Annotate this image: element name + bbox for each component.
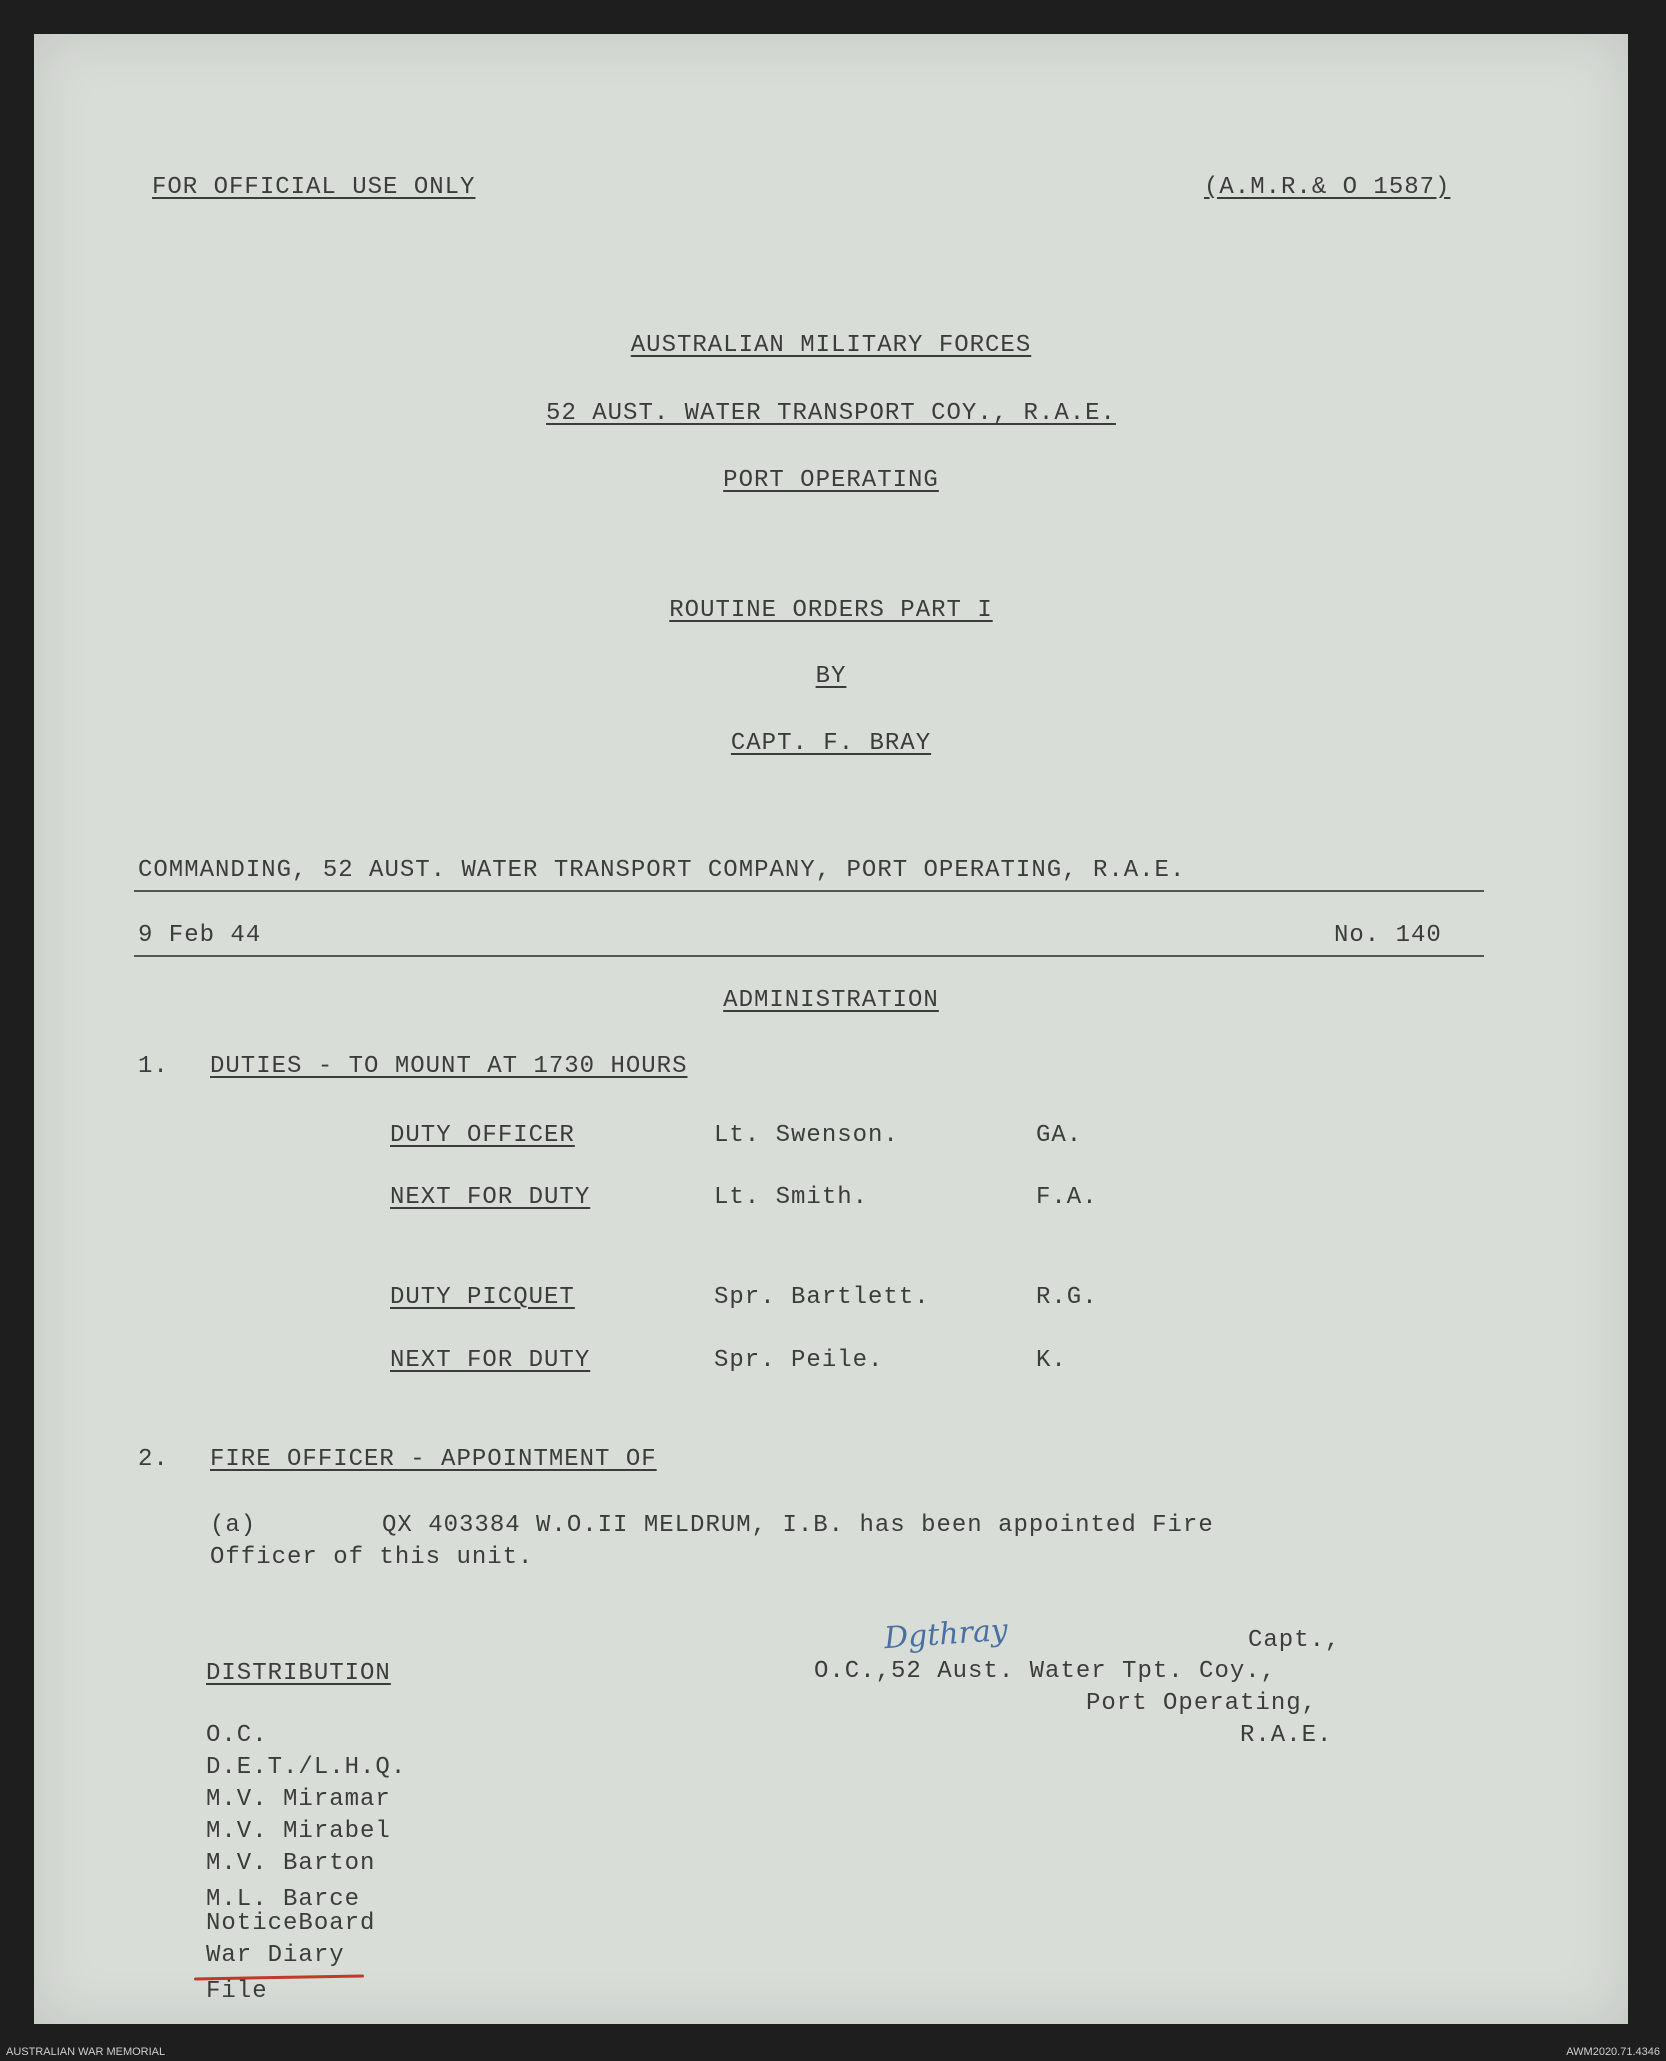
title-commander: CAPT. F. BRAY bbox=[730, 730, 932, 757]
commanding-line: COMMANDING, 52 AUST. WATER TRANSPORT COMPANY, PORT OPERATING, R.A.E. bbox=[138, 857, 1186, 884]
section-heading: ADMINISTRATION bbox=[723, 987, 939, 1014]
title-unit: 52 AUST. WATER TRANSPORT COY., R.A.E. bbox=[546, 400, 1116, 427]
duty-name: Spr. Peile. bbox=[714, 1347, 884, 1374]
order-number: No. 140 bbox=[1334, 922, 1442, 949]
signature: Dgthray bbox=[882, 1612, 1009, 1657]
item1-number: 1. bbox=[138, 1053, 169, 1080]
document-page bbox=[34, 34, 1628, 2024]
distribution-item: M.V. Barton bbox=[206, 1850, 376, 1877]
distribution-item: M.L. Barce bbox=[206, 1886, 361, 1913]
item2-number: 2. bbox=[138, 1446, 169, 1473]
duty-role: NEXT FOR DUTY bbox=[390, 1347, 591, 1374]
duty-name: Lt. Smith. bbox=[714, 1184, 869, 1211]
duty-role: DUTY PICQUET bbox=[390, 1284, 575, 1311]
distribution-item: File bbox=[206, 1978, 268, 2005]
distribution-item: M.V. Miramar bbox=[206, 1786, 391, 1813]
distribution-item: O.C. bbox=[206, 1722, 268, 1749]
item1-heading: DUTIES - TO MOUNT AT 1730 HOURS bbox=[210, 1053, 688, 1080]
item2-para-line1: QX 403384 W.O.II MELDRUM, I.B. has been appointed Fire bbox=[382, 1512, 1214, 1539]
signature-line2: Port Operating, bbox=[1086, 1690, 1318, 1717]
item2-para-line2: Officer of this unit. bbox=[210, 1544, 534, 1571]
duty-role: DUTY OFFICER bbox=[390, 1122, 575, 1149]
title-forces: AUSTRALIAN MILITARY FORCES bbox=[630, 332, 1032, 359]
reference-number: (A.M.R.& O 1587) bbox=[1204, 174, 1451, 201]
duty-initials: F.A. bbox=[1036, 1184, 1098, 1211]
item2-para-label: (a) bbox=[210, 1512, 257, 1539]
title-by: BY bbox=[815, 663, 847, 690]
footer-id: AWM2020.71.4346 bbox=[1566, 2046, 1660, 2058]
rule-bottom bbox=[134, 955, 1484, 957]
title-port-operating: PORT OPERATING bbox=[723, 467, 939, 494]
distribution-item: D.E.T./L.H.Q. bbox=[206, 1754, 407, 1781]
duty-initials: K. bbox=[1036, 1347, 1067, 1374]
title-routine-orders: ROUTINE ORDERS PART I bbox=[669, 597, 993, 624]
distribution-item: M.V. Mirabel bbox=[206, 1818, 391, 1845]
distribution-heading: DISTRIBUTION bbox=[206, 1660, 391, 1687]
duty-name: Spr. Bartlett. bbox=[714, 1284, 930, 1311]
signature-line1: O.C.,52 Aust. Water Tpt. Coy., bbox=[814, 1658, 1277, 1685]
distribution-item: War Diary bbox=[206, 1942, 345, 1969]
duty-initials: R.G. bbox=[1036, 1284, 1098, 1311]
order-date: 9 Feb 44 bbox=[138, 922, 262, 949]
footer-archive: AUSTRALIAN WAR MEMORIAL bbox=[6, 2046, 166, 2058]
duty-initials: GA. bbox=[1036, 1122, 1083, 1149]
signature-line3: R.A.E. bbox=[1240, 1722, 1333, 1749]
distribution-item: NoticeBoard bbox=[206, 1910, 376, 1937]
duty-role: NEXT FOR DUTY bbox=[390, 1184, 591, 1211]
signature-rank: Capt., bbox=[1248, 1627, 1341, 1654]
security-classification: FOR OFFICIAL USE ONLY bbox=[152, 174, 476, 201]
duty-name: Lt. Swenson. bbox=[714, 1122, 899, 1149]
item2-heading: FIRE OFFICER - APPOINTMENT OF bbox=[210, 1446, 657, 1473]
rule-top bbox=[134, 890, 1484, 892]
